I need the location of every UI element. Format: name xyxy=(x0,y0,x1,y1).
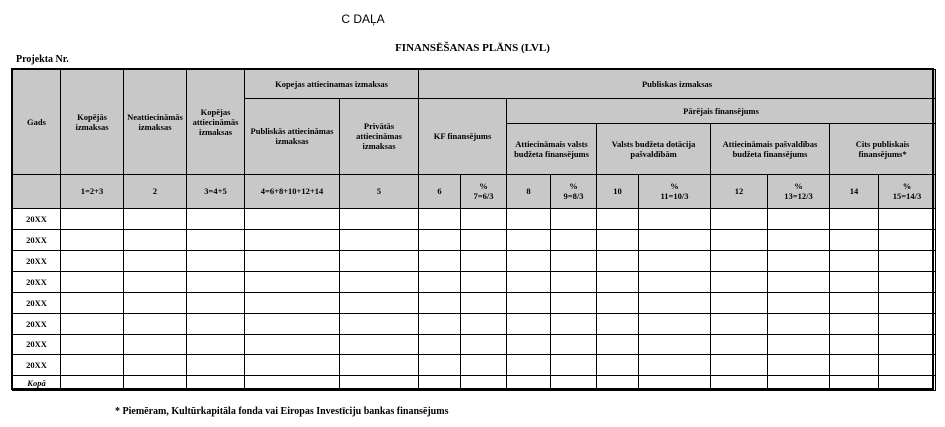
input-cell[interactable] xyxy=(711,334,768,355)
input-cell[interactable] xyxy=(461,376,507,391)
part-title: C DAĻA xyxy=(341,12,385,26)
plan-title: FINANSĒŠANAS PLĀNS (LVL) xyxy=(395,42,550,54)
input-cell[interactable] xyxy=(879,313,936,334)
input-cell[interactable] xyxy=(639,250,711,271)
input-cell[interactable] xyxy=(597,355,639,376)
input-cell[interactable] xyxy=(879,334,936,355)
header-cf-funding: KF finansējums xyxy=(419,99,507,174)
year-cell: 20XX xyxy=(13,355,61,376)
table-row xyxy=(13,209,936,230)
input-cell[interactable] xyxy=(639,355,711,376)
table-row xyxy=(13,313,936,334)
year-cell: 20XX xyxy=(13,229,61,250)
footnote: * Piemēram, Kultūrkapitāla fonda vai Eiropas Investīciju bankas finansējums xyxy=(115,406,449,417)
formula-text: 7=6/3 xyxy=(473,191,494,202)
input-cell[interactable] xyxy=(245,313,340,334)
input-cell[interactable] xyxy=(768,209,830,230)
input-cell[interactable] xyxy=(639,271,711,292)
input-cell[interactable] xyxy=(124,271,187,292)
input-cell[interactable] xyxy=(124,376,187,391)
input-cell[interactable] xyxy=(639,376,711,391)
percent-label: % xyxy=(479,181,488,192)
input-cell[interactable] xyxy=(768,313,830,334)
input-cell[interactable] xyxy=(830,355,879,376)
header-state-budget: Attiecināmais valsts budžeta finansējums xyxy=(507,124,597,174)
header-private-eligible: Privātās attiecināmas izmaksas xyxy=(340,99,419,174)
input-cell[interactable] xyxy=(711,292,768,313)
input-cell[interactable] xyxy=(551,313,597,334)
header-ineligible-costs: Neattiecināmās izmaksas xyxy=(124,70,187,175)
input-cell[interactable] xyxy=(597,313,639,334)
input-cell[interactable] xyxy=(597,271,639,292)
formula-cell-pct xyxy=(639,174,711,209)
input-cell[interactable] xyxy=(597,209,639,230)
input-cell[interactable] xyxy=(768,355,830,376)
input-cell[interactable] xyxy=(507,271,551,292)
input-cell[interactable] xyxy=(711,355,768,376)
input-cell[interactable] xyxy=(507,229,551,250)
input-cell[interactable] xyxy=(507,250,551,271)
input-cell[interactable] xyxy=(507,376,551,391)
input-cell[interactable] xyxy=(711,250,768,271)
input-cell[interactable] xyxy=(245,271,340,292)
input-cell[interactable] xyxy=(507,209,551,230)
input-cell[interactable] xyxy=(639,229,711,250)
input-cell[interactable] xyxy=(461,292,507,313)
input-cell[interactable] xyxy=(879,271,936,292)
formula-cell-empty xyxy=(13,174,61,209)
input-cell[interactable] xyxy=(768,292,830,313)
input-cell[interactable] xyxy=(124,355,187,376)
year-cell: 20XX xyxy=(13,334,61,355)
input-cell[interactable] xyxy=(830,313,879,334)
input-cell[interactable] xyxy=(597,334,639,355)
formula-cell: 12 xyxy=(711,174,768,209)
input-cell[interactable] xyxy=(340,376,419,391)
input-cell[interactable] xyxy=(461,250,507,271)
input-cell[interactable] xyxy=(187,292,245,313)
year-cell: 20XX xyxy=(13,209,61,230)
formula-cell: 3=4+5 xyxy=(187,174,245,209)
input-cell[interactable] xyxy=(711,229,768,250)
formula-cell: 1=2+3 xyxy=(61,174,124,209)
header-total-costs: Kopējās izmaksas xyxy=(61,70,124,175)
input-cell[interactable] xyxy=(461,209,507,230)
input-cell[interactable] xyxy=(768,271,830,292)
formula-text: 9=8/3 xyxy=(563,191,584,202)
input-cell[interactable] xyxy=(830,271,879,292)
input-cell[interactable] xyxy=(551,292,597,313)
total-label: Kopā xyxy=(13,376,61,391)
input-cell[interactable] xyxy=(507,334,551,355)
formula-cell: 2 xyxy=(124,174,187,209)
table-row xyxy=(13,292,936,313)
header-public-eligible: Publiskās attiecināmas izmaksas xyxy=(245,99,340,174)
formula-cell-pct xyxy=(461,174,507,209)
input-cell[interactable] xyxy=(419,292,461,313)
input-cell[interactable] xyxy=(879,250,936,271)
input-cell[interactable] xyxy=(768,376,830,391)
percent-label: % xyxy=(902,181,912,192)
input-cell[interactable] xyxy=(768,250,830,271)
input-cell[interactable] xyxy=(461,313,507,334)
table-row xyxy=(13,229,936,250)
input-cell[interactable] xyxy=(830,292,879,313)
input-cell[interactable] xyxy=(419,313,461,334)
input-cell[interactable] xyxy=(245,209,340,230)
input-cell[interactable] xyxy=(245,250,340,271)
input-cell[interactable] xyxy=(340,334,419,355)
input-cell[interactable] xyxy=(639,209,711,230)
formula-cell-pct xyxy=(879,174,936,209)
input-cell[interactable] xyxy=(61,376,124,391)
input-cell[interactable] xyxy=(461,271,507,292)
input-cell[interactable] xyxy=(245,334,340,355)
formula-cell: 14 xyxy=(830,174,879,209)
formula-text: 11=10/3 xyxy=(660,191,689,202)
table-row xyxy=(13,271,936,292)
formula-cell-pct xyxy=(768,174,830,209)
input-cell[interactable] xyxy=(61,229,124,250)
input-cell[interactable] xyxy=(124,250,187,271)
input-cell[interactable] xyxy=(245,376,340,391)
year-cell: 20XX xyxy=(13,271,61,292)
total-row xyxy=(13,376,936,391)
input-cell[interactable] xyxy=(187,376,245,391)
input-cell[interactable] xyxy=(340,292,419,313)
input-cell[interactable] xyxy=(419,376,461,391)
input-cell[interactable] xyxy=(419,334,461,355)
header-state-grant: Valsts budžeta dotācija pašvaldībām xyxy=(597,124,711,174)
header-public-group: Publiskas izmaksas xyxy=(419,70,936,99)
project-number-label: Projekta Nr. xyxy=(16,54,69,65)
input-cell[interactable] xyxy=(187,271,245,292)
input-cell[interactable] xyxy=(124,229,187,250)
input-cell[interactable] xyxy=(711,209,768,230)
input-cell[interactable] xyxy=(187,334,245,355)
formula-cell: 4=6+8+10+12+14 xyxy=(245,174,340,209)
input-cell[interactable] xyxy=(61,271,124,292)
input-cell[interactable] xyxy=(879,292,936,313)
input-cell[interactable] xyxy=(419,209,461,230)
input-cell[interactable] xyxy=(768,229,830,250)
input-cell[interactable] xyxy=(639,313,711,334)
input-cell[interactable] xyxy=(830,209,879,230)
input-cell[interactable] xyxy=(830,229,879,250)
input-cell[interactable] xyxy=(340,355,419,376)
input-cell[interactable] xyxy=(597,229,639,250)
input-cell[interactable] xyxy=(711,313,768,334)
input-cell[interactable] xyxy=(597,292,639,313)
input-cell[interactable] xyxy=(639,292,711,313)
input-cell[interactable] xyxy=(879,209,936,230)
input-cell[interactable] xyxy=(507,355,551,376)
input-cell[interactable] xyxy=(61,334,124,355)
data-rows xyxy=(13,209,936,376)
year-cell: 20XX xyxy=(13,292,61,313)
input-cell[interactable] xyxy=(340,271,419,292)
formula-cell: 8 xyxy=(507,174,551,209)
header-year: Gads xyxy=(13,70,61,175)
formula-cell: 5 xyxy=(340,174,419,209)
input-cell[interactable] xyxy=(551,250,597,271)
year-cell: 20XX xyxy=(13,313,61,334)
input-cell[interactable] xyxy=(551,334,597,355)
input-cell[interactable] xyxy=(461,355,507,376)
input-cell[interactable] xyxy=(245,229,340,250)
input-cell[interactable] xyxy=(340,229,419,250)
table-row xyxy=(13,334,936,355)
percent-label: % xyxy=(794,181,803,192)
year-cell: 20XX xyxy=(13,250,61,271)
input-cell[interactable] xyxy=(61,313,124,334)
input-cell[interactable] xyxy=(124,313,187,334)
input-cell[interactable] xyxy=(597,250,639,271)
input-cell[interactable] xyxy=(340,313,419,334)
input-cell[interactable] xyxy=(419,229,461,250)
input-cell[interactable] xyxy=(187,209,245,230)
finance-plan-table xyxy=(12,69,936,391)
input-cell[interactable] xyxy=(597,376,639,391)
input-cell[interactable] xyxy=(187,250,245,271)
input-cell[interactable] xyxy=(124,292,187,313)
input-cell[interactable] xyxy=(551,209,597,230)
input-cell[interactable] xyxy=(419,355,461,376)
input-cell[interactable] xyxy=(124,334,187,355)
input-cell[interactable] xyxy=(419,250,461,271)
input-cell[interactable] xyxy=(419,271,461,292)
input-cell[interactable] xyxy=(879,355,936,376)
header-municipal-budget: Attiecināmais pašvaldības budžeta finansējums xyxy=(711,124,830,174)
header-other-funding: Pārējais finansējums xyxy=(507,99,936,124)
input-cell[interactable] xyxy=(187,229,245,250)
formula-cell: 10 xyxy=(597,174,639,209)
formula-cell-pct xyxy=(551,174,597,209)
input-cell[interactable] xyxy=(830,376,879,391)
percent-label: % xyxy=(670,181,679,192)
input-cell[interactable] xyxy=(768,334,830,355)
input-cell[interactable] xyxy=(245,292,340,313)
table-row xyxy=(13,355,936,376)
input-cell[interactable] xyxy=(461,229,507,250)
formula-text: 15=14/3 xyxy=(892,191,922,202)
input-cell[interactable] xyxy=(830,250,879,271)
input-cell[interactable] xyxy=(507,292,551,313)
formula-cell: 6 xyxy=(419,174,461,209)
input-cell[interactable] xyxy=(551,376,597,391)
input-cell[interactable] xyxy=(245,355,340,376)
input-cell[interactable] xyxy=(124,209,187,230)
input-cell[interactable] xyxy=(507,313,551,334)
input-cell[interactable] xyxy=(187,355,245,376)
input-cell[interactable] xyxy=(551,229,597,250)
input-cell[interactable] xyxy=(711,271,768,292)
input-cell[interactable] xyxy=(879,229,936,250)
input-cell[interactable] xyxy=(711,376,768,391)
input-cell[interactable] xyxy=(340,250,419,271)
percent-label: % xyxy=(569,181,578,192)
input-cell[interactable] xyxy=(551,271,597,292)
header-other-public: Cits publiskais finansējums* xyxy=(830,124,936,174)
input-cell[interactable] xyxy=(61,209,124,230)
input-cell[interactable] xyxy=(187,313,245,334)
header-total-eligible-costs: Kopējas attiecināmās izmaksas xyxy=(187,70,245,175)
input-cell[interactable] xyxy=(830,334,879,355)
input-cell[interactable] xyxy=(61,250,124,271)
input-cell[interactable] xyxy=(639,334,711,355)
input-cell[interactable] xyxy=(61,292,124,313)
input-cell[interactable] xyxy=(61,355,124,376)
formula-text: 13=12/3 xyxy=(784,191,813,202)
input-cell[interactable] xyxy=(340,209,419,230)
input-cell[interactable] xyxy=(879,376,936,391)
header-eligible-group: Kopejas attiecinamas izmaksas xyxy=(245,70,419,99)
table-row xyxy=(13,250,936,271)
input-cell[interactable] xyxy=(551,355,597,376)
input-cell[interactable] xyxy=(461,334,507,355)
